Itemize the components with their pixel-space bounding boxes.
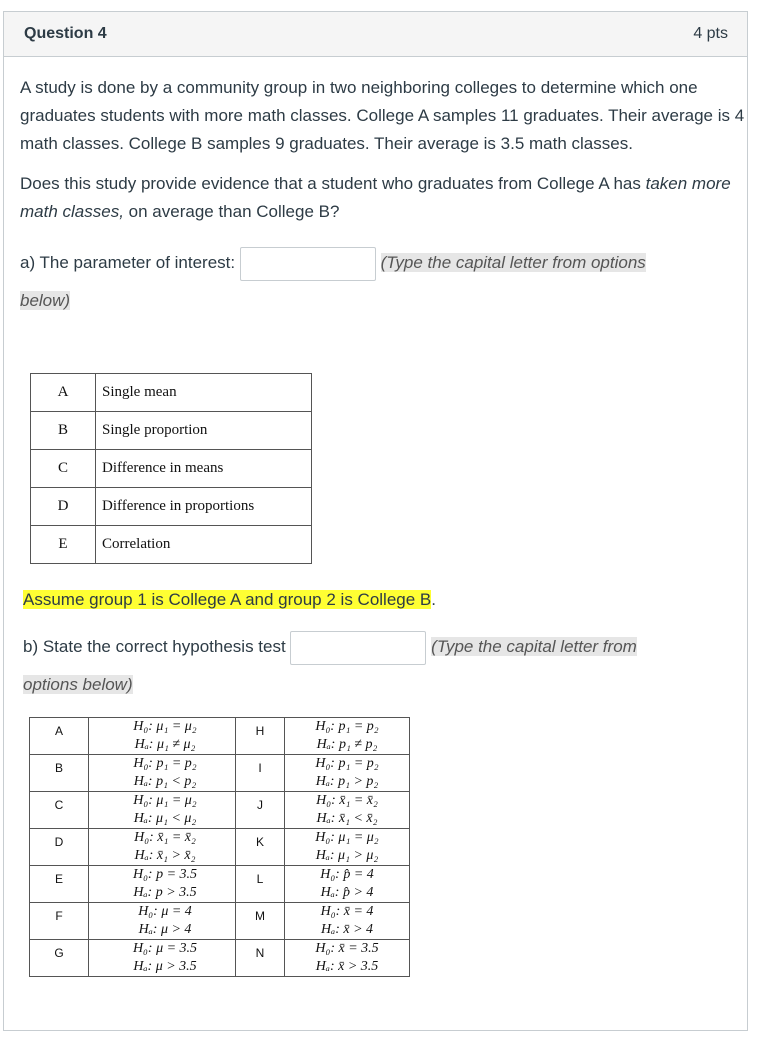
hypothesis-option-row	[30, 866, 410, 903]
hyp-letter-right: I	[236, 755, 285, 792]
hyp-text-left: H₀: μ = 4 Hₐ: μ > 4	[89, 903, 236, 940]
hypothesis-option-row	[30, 903, 410, 940]
option-text: Correlation	[96, 526, 312, 564]
hyp-letter-left: C	[30, 792, 89, 829]
part-b-hint-cont: options below)	[23, 675, 133, 694]
hyp-text-left: H₀: p₁ = p₂ Hₐ: p₁ < p₂	[89, 755, 236, 792]
hypothesis-option-row	[30, 829, 410, 866]
hyp-letter-right: J	[236, 792, 285, 829]
hyp-text-right: H₀: x̄ = 3.5 Hₐ: x̄ > 3.5	[285, 940, 410, 977]
part-a-label: a) The parameter of interest:	[20, 253, 236, 272]
hypothesis-options-table	[29, 717, 410, 977]
hyp-letter-right: N	[236, 940, 285, 977]
part-a	[20, 244, 745, 320]
hyp-text-right: H₀: μ₁ = μ₂ Hₐ: μ₁ > μ₂	[285, 829, 410, 866]
part-a-hint-cont: below)	[20, 291, 71, 310]
hyp-text-left: H₀: μ₁ = μ₂ Hₐ: μ₁ < μ₂	[89, 792, 236, 829]
parameter-options-table	[30, 373, 312, 564]
part-b-label: b) State the correct hypothesis test	[23, 637, 286, 656]
hyp-letter-left: B	[30, 755, 89, 792]
hyp-text-right: H₀: x̄₁ = x̄₂ Hₐ: x̄₁ < x̄₂	[285, 792, 410, 829]
part-a-answer-input[interactable]	[240, 247, 376, 281]
option-letter: A	[31, 374, 96, 412]
hyp-letter-left: D	[30, 829, 89, 866]
hyp-text-right: H₀: p₁ = p₂ Hₐ: p₁ ≠ p₂	[285, 718, 410, 755]
part-a-hint: (Type the capital letter from options	[380, 253, 646, 272]
hyp-letter-right: H	[236, 718, 285, 755]
hyp-text-right: H₀: p̂ = 4 Hₐ: p̂ > 4	[285, 866, 410, 903]
hyp-text-left: H₀: μ₁ = μ₂ Hₐ: μ₁ ≠ μ₂	[89, 718, 236, 755]
option-text: Difference in proportions	[96, 488, 312, 526]
hyp-letter-left: A	[30, 718, 89, 755]
hypothesis-option-row	[30, 792, 410, 829]
parameter-option-row	[31, 450, 312, 488]
part-b-hint: (Type the capital letter from	[431, 637, 637, 656]
option-text: Single proportion	[96, 412, 312, 450]
hyp-text-right: H₀: x̄ = 4 Hₐ: x̄ > 4	[285, 903, 410, 940]
hyp-text-left: H₀: x̄₁ = x̄₂ Hₐ: x̄₁ > x̄₂	[89, 829, 236, 866]
assumption-text: Assume group 1 is College A and group 2 is College B	[23, 590, 432, 609]
option-letter: B	[31, 412, 96, 450]
question-paragraph-2: Does this study provide evidence that a student who graduates from College A has taken more math classes, on average than College B?	[20, 174, 731, 221]
hyp-letter-left: F	[30, 903, 89, 940]
hyp-text-left: H₀: μ = 3.5 Hₐ: μ > 3.5	[89, 940, 236, 977]
question-header	[4, 12, 747, 57]
part-b-answer-input[interactable]	[290, 631, 426, 665]
hyp-text-right: H₀: p₁ = p₂ Hₐ: p₁ > p₂	[285, 755, 410, 792]
question-paragraph-1: A study is done by a community group in two neighboring colleges to determine which one graduates students with more math classes. College A samples 11 graduates. Their average is 4 math classes. College B samples 9 graduates. Their average is 3.5 math classes.	[20, 78, 745, 153]
part-b	[23, 628, 745, 704]
option-letter: D	[31, 488, 96, 526]
parameter-option-row	[31, 412, 312, 450]
hyp-letter-right: L	[236, 866, 285, 903]
question-body	[20, 74, 745, 320]
hyp-letter-left: G	[30, 940, 89, 977]
option-text: Single mean	[96, 374, 312, 412]
parameter-option-row	[31, 488, 312, 526]
hypothesis-option-row	[30, 940, 410, 977]
assumption-line: Assume group 1 is College A and group 2 is College B.	[23, 590, 436, 609]
hyp-letter-right: M	[236, 903, 285, 940]
parameter-option-row	[31, 374, 312, 412]
option-letter: E	[31, 526, 96, 564]
parameter-option-row	[31, 526, 312, 564]
hyp-letter-left: E	[30, 866, 89, 903]
hypothesis-option-row	[30, 718, 410, 755]
option-letter: C	[31, 450, 96, 488]
hyp-text-left: H₀: p = 3.5 Hₐ: p > 3.5	[89, 866, 236, 903]
hypothesis-option-row	[30, 755, 410, 792]
option-text: Difference in means	[96, 450, 312, 488]
question-title: Question 4	[24, 25, 107, 42]
question-points: 4 pts	[693, 25, 728, 42]
hyp-letter-right: K	[236, 829, 285, 866]
